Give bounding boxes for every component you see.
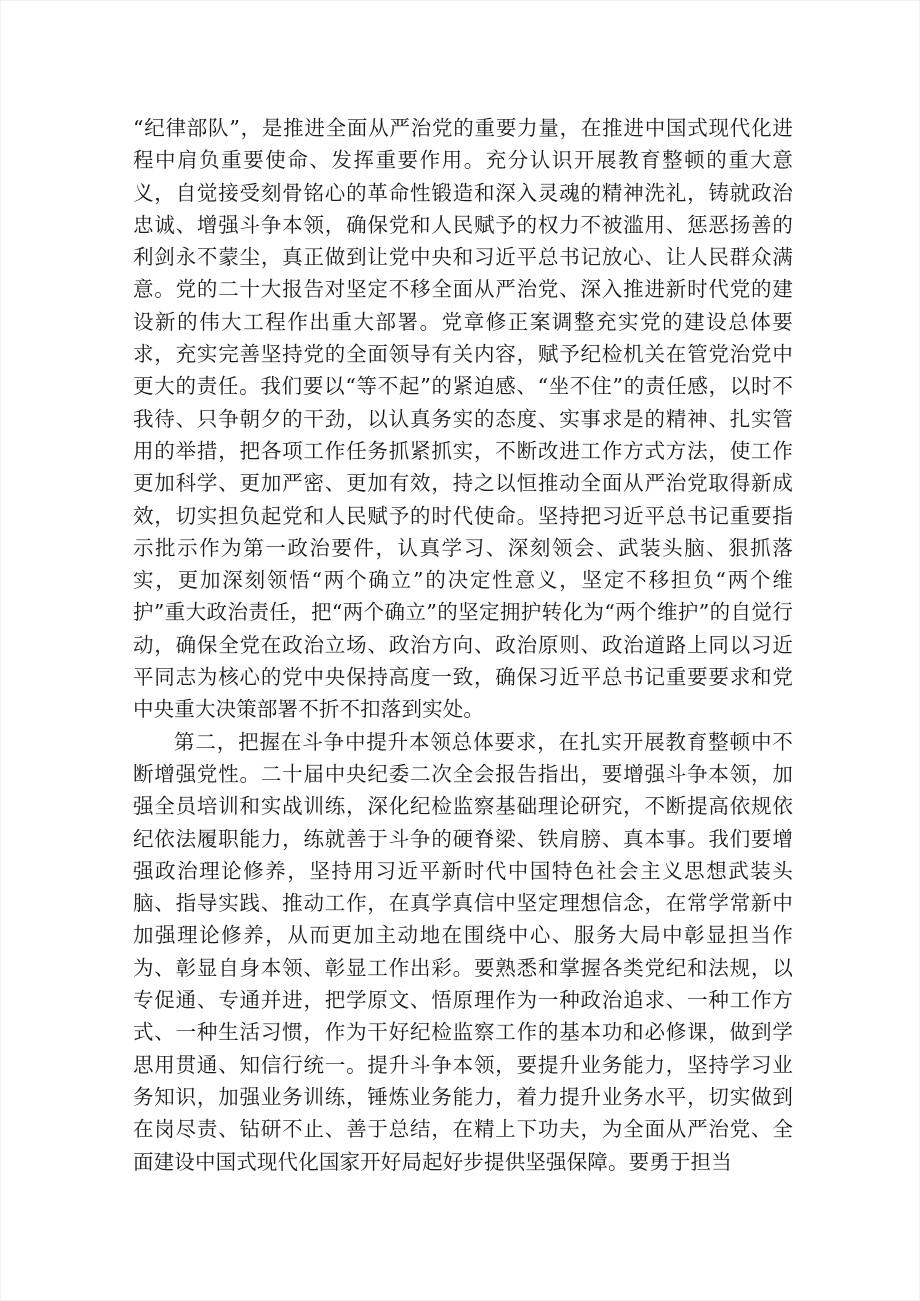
paragraph-second-point: 第二，把握在斗争中提升本领总体要求，在扎实开展教育整顿中不断增强党性。二十届中央纪委二次全会报告指出，要增强斗争本领，加强全员培训和实战训练，深化纪检监察基础理论研究，不断提高依规依纪依法履职能力，练就善于斗争的硬脊梁、铁肩膀、真本事。我们要增强政治理论修养，坚持用习近平新时代中国特色社会主义思想武装头脑、指导实践、推动工作，在真学真信中坚定理想信念，在常学常新中加强理论修养，从而更加主动地在围绕中心、服务大局中彰显担当作为、彰显自身本领、彰显工作出彩。要熟悉和掌握各类党纪和法规，以专促通、专通并进，把学原文、悟原理作为一种政治追求、一种工作方式、一种生活习惯，作为干好纪检监察工作的基本功和必修课，做到学思用贯通、知信行统一。提升斗争本领，要提升业务能力，坚持学习业务知识，加强业务训练，锤炼业务能力，着力提升业务水平，切实做到在岗尽责、钻研不止、善于总结，在精上下功夫，为全面从严治党、全面建设中国式现代化国家开好局起好步提供坚强保障。要勇于担当 — [133, 729, 793, 1174]
paragraph-continuation: “纪律部队”，是推进全面从严治党的重要力量，在推进中国式现代化进程中肩负重要使命、发挥重要作用。充分认识开展教育整顿的重大意义，自觉接受刻骨铭心的革命性锻造和深入灵魂的精神洗礼，铸就政治忠诚、增强斗争本领，确保党和人民赋予的权力不被滥用、惩恶扬善的利剑永不蒙尘，真正做到让党中央和习近平总书记放心、让人民群众满意。党的二十大报告对坚定不移全面从严治党、深入推进新时代党的建设新的伟大工程作出重大部署。党章修正案调整充实党的建设总体要求，充实完善坚持党的全面领导有关内容，赋予纪检机关在管党治党中更大的责任。我们要以“等不起”的紧迫感、“坐不住”的责任感，以时不我待、只争朝夕的干劲，以认真务实的态度、实事求是的精神、扎实管用的举措，把各项工作任务抓紧抓实，不断改进工作方式方法，使工作更加科学、更加严密、更加有效，持之以恒推动全面从严治党取得新成效，切实担负起党和人民赋予的时代使命。坚持把习近平总书记重要指示批示作为第一政治要件，认真学习、深刻领会、武装头脑、狠抓落实，更加深刻领悟“两个确立”的决定性意义，坚定不移担负“两个维护”重大政治责任，把“两个确立”的坚定拥护转化为“两个维护”的自觉行动，确保全党在政治立场、政治方向、政治原则、政治道路上同以习近平同志为核心的党中央保持高度一致，确保习近平总书记重要要求和党中央重大决策部署不折不扣落到实处。 — [133, 116, 793, 722]
document-body — [133, 112, 793, 1178]
